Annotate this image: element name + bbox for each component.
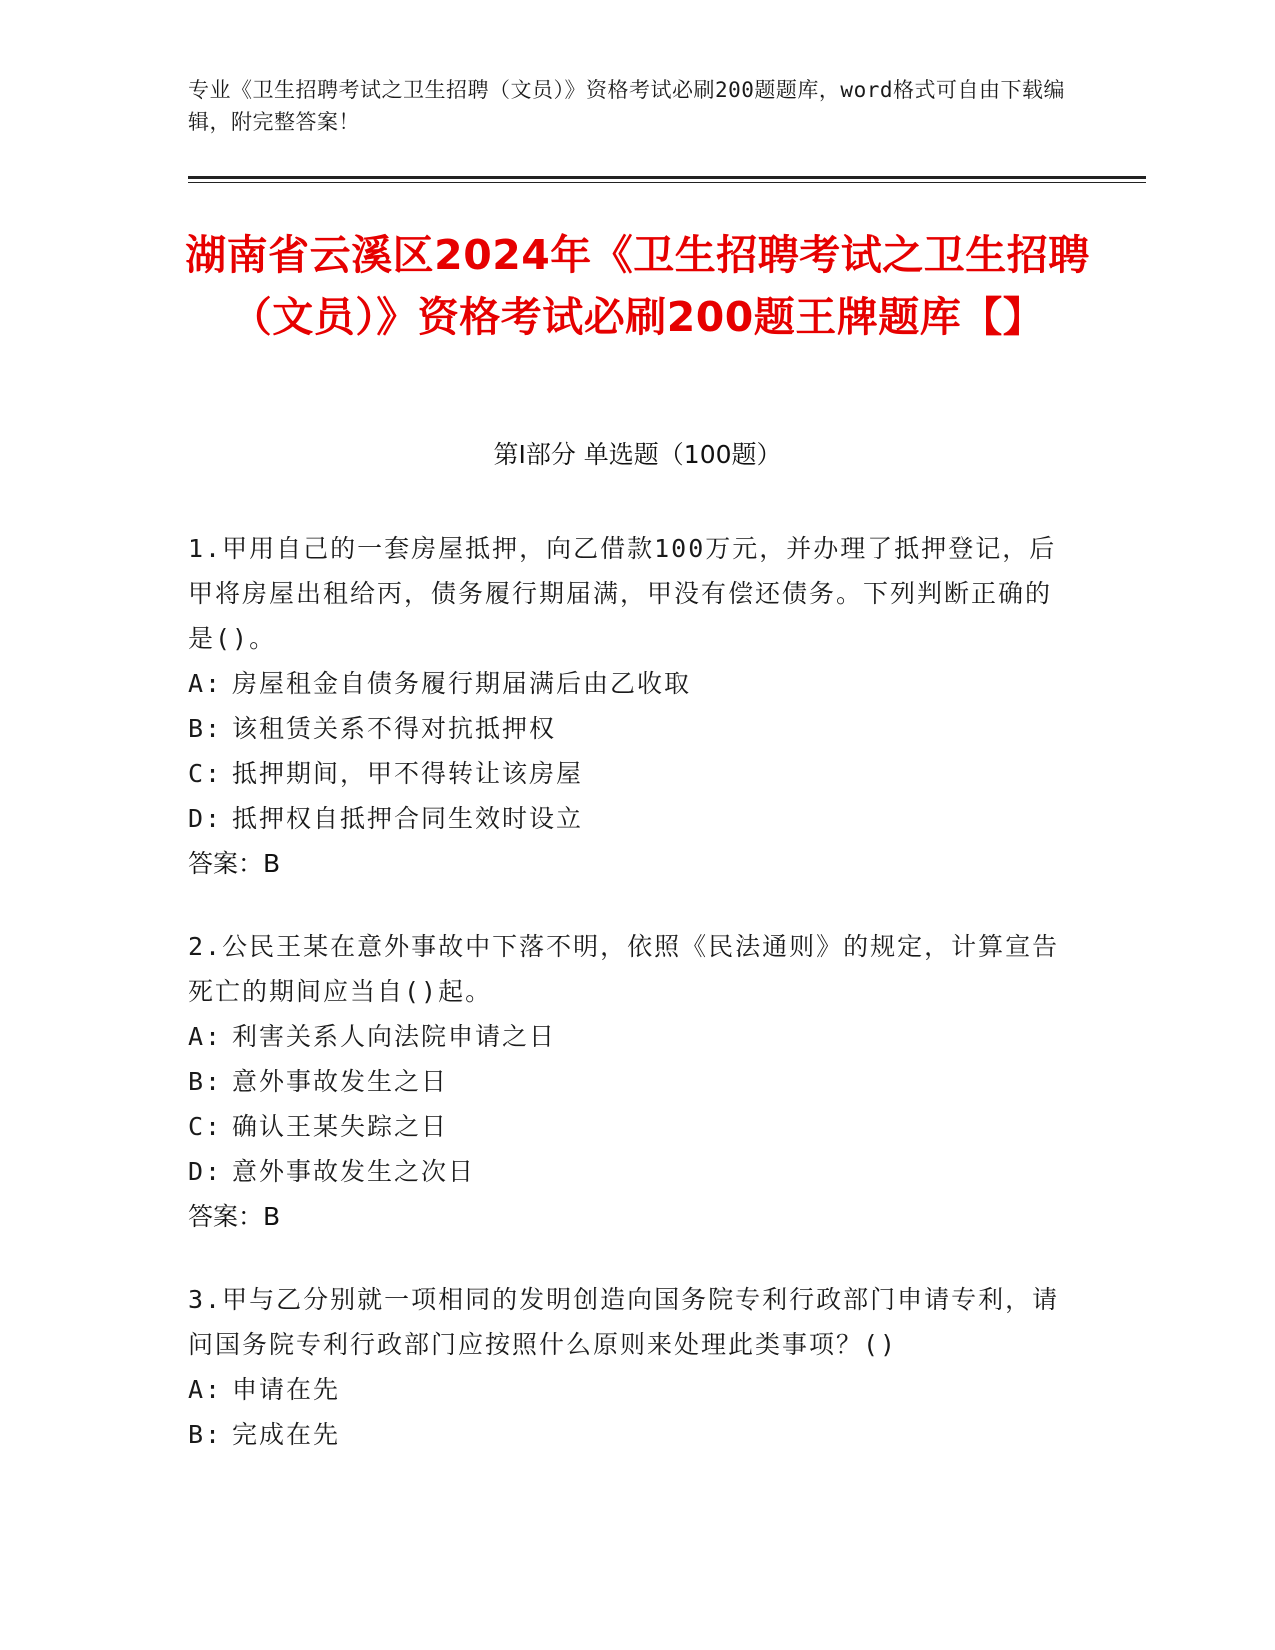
option-letter: B: (188, 1067, 223, 1096)
section-title: 第I部分 单选题（100题） (493, 440, 782, 469)
question-stem: 1.甲用自己的一套房屋抵押，向乙借款100万元，并办理了抵押登记，后甲将房屋出租给丙，债务履行期届满，甲没有偿还债务。下列判断正确的是()。 (188, 534, 1057, 653)
question-2 (188, 924, 1068, 1239)
option-b (188, 1059, 1068, 1104)
option-letter: A: (188, 669, 223, 698)
question-stem: 2.公民王某在意外事故中下落不明，依照《民法通则》的规定，计算宣告死亡的期间应当自()起。 (188, 932, 1060, 1006)
document-title: 湖南省云溪区2024年《卫生招聘考试之卫生招聘（文员）》资格考试必刷200题王牌题库【】 (185, 231, 1090, 341)
option-c (188, 1104, 1068, 1149)
option-letter: C: (188, 1112, 223, 1141)
option-text: 完成在先 (232, 1420, 341, 1449)
option-d (188, 1149, 1068, 1194)
option-text: 意外事故发生之日 (232, 1067, 449, 1096)
header-divider-thin (188, 182, 1146, 183)
option-text: 申请在先 (232, 1375, 341, 1404)
option-a (188, 1367, 1068, 1412)
option-letter: A: (188, 1375, 223, 1404)
answer-line: 答案：B (188, 849, 281, 878)
option-letter: B: (188, 714, 223, 743)
option-a (188, 661, 1068, 706)
option-b (188, 1412, 1068, 1457)
header-divider-thick (188, 176, 1146, 179)
option-letter: D: (188, 804, 223, 833)
option-letter: C: (188, 759, 223, 788)
option-text: 意外事故发生之次日 (232, 1157, 476, 1186)
option-text: 该租赁关系不得对抗抵押权 (232, 714, 557, 743)
option-b (188, 706, 1068, 751)
question-3 (188, 1277, 1068, 1457)
question-list (188, 526, 1068, 1495)
option-letter: B: (188, 1420, 223, 1449)
option-text: 确认王某失踪之日 (232, 1112, 449, 1141)
option-letter: A: (188, 1022, 223, 1051)
option-letter: D: (188, 1157, 223, 1186)
header-note: 专业《卫生招聘考试之卫生招聘（文员）》资格考试必刷200题题库，word格式可自由下载编辑，附完整答案！ (188, 78, 1065, 134)
question-1 (188, 526, 1068, 886)
option-d (188, 796, 1068, 841)
option-c (188, 751, 1068, 796)
option-text: 房屋租金自债务履行期届满后由乙收取 (232, 669, 692, 698)
option-text: 抵押权自抵押合同生效时设立 (232, 804, 584, 833)
option-text: 抵押期间，甲不得转让该房屋 (232, 759, 584, 788)
answer-line: 答案：B (188, 1202, 281, 1231)
option-a (188, 1014, 1068, 1059)
question-stem: 3.甲与乙分别就一项相同的发明创造向国务院专利行政部门申请专利，请问国务院专利行政部门应按照什么原则来处理此类事项？() (188, 1285, 1060, 1359)
option-text: 利害关系人向法院申请之日 (232, 1022, 557, 1051)
